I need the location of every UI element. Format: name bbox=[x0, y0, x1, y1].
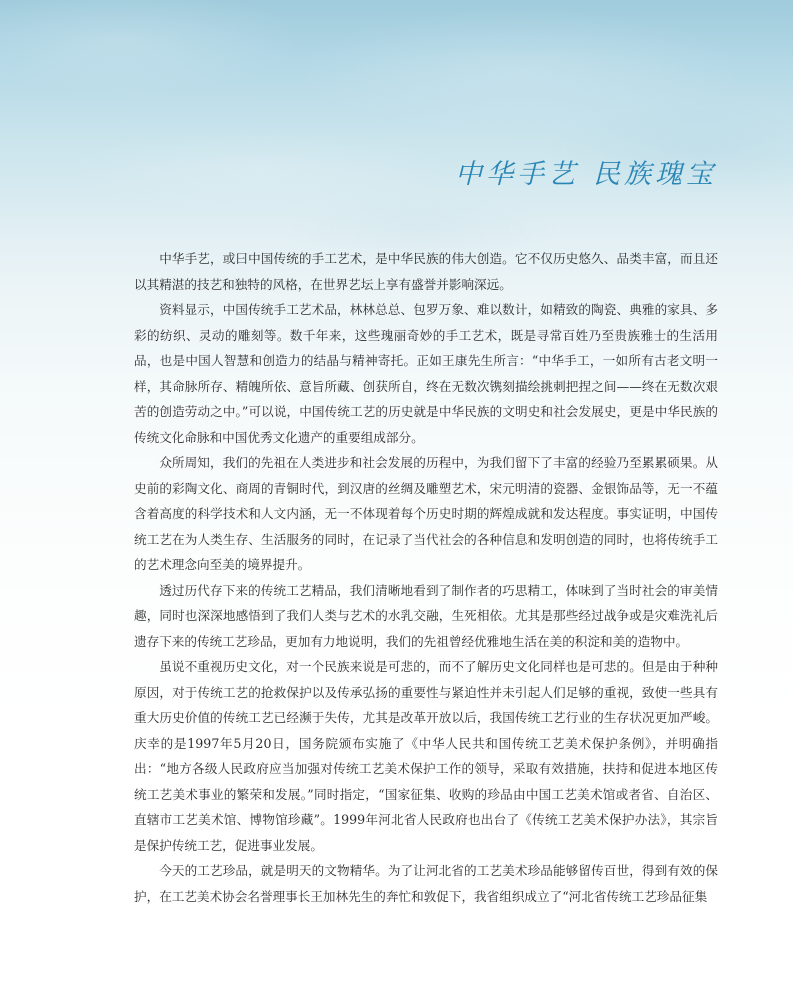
title-part-1: 中华手艺 bbox=[455, 159, 579, 190]
paragraph-4: 透过历代存下来的传统工艺精品，我们清晰地看到了制作者的巧思精工，体味到了当时社会的审美情趣，同时也深深地感悟到了我们人类与艺术的水乳交融，生死相依。尤其是那些经过战争或是灾难洗礼后遗存下来的传统工艺珍品，更加有力地说明，我们的先祖曾经优雅地生活在美的积淀和美的造物中。 bbox=[134, 582, 718, 649]
paragraph-5: 虽说不重视历史文化，对一个民族来说是可悲的，而不了解历史文化同样也是可悲的。但是由于种种原因，对于传统工艺的抢救保护以及传承弘扬的重要性与紧迫性并未引起人们足够的重视，致使一些具有重大历史价值的传统工艺已经濒于失传，尤其是改革开放以后，我国传统工艺行业的生存状况更加严峻。庆幸的是1997年5月20日，国务院颁布实施了《中华人民共和国传统工艺美术保护条例》，并明确指出：“地方各级人民政府应当加强对传统工艺美术保护工作的领导，采取有效措施，扶持和促进本地区传统工艺美术事业的繁荣和发展。”同时指定，“国家征集、收购的珍品由中国工艺美术馆或者省、自治区、直辖市工艺美术馆、博物馆珍藏”。1999年河北省人民政府也出台了《传统工艺美术保护办法》，其宗旨是保护传统工艺，促进事业发展。 bbox=[134, 659, 718, 853]
title-part-2: 民族瑰宝 bbox=[593, 159, 717, 190]
paragraph-3: 众所周知，我们的先祖在人类进步和社会发展的历程中，为我们留下了丰富的经验乃至累累硕果。从史前的彩陶文化、商周的青铜时代，到汉唐的丝绸及雕塑艺术，宋元明清的瓷器、金银饰品等，无一不蕴含着高度的科学技术和人文内涵，无一不体现着每个历史时期的辉煌成就和发达程度。事实证明，中国传统工艺在为人类生存、生活服务的同时，在记录了当代社会的各种信息和发明创造的同时，也将传统手工的艺术理念向至美的境界提升。 bbox=[134, 455, 718, 572]
paragraph-1: 中华手艺，或曰中国传统的手工艺术，是中华民族的伟大创造。它不仅历史悠久、品类丰富，而且还以其精湛的技艺和独特的风格，在世界艺坛上享有盛誉并影响深远。 bbox=[134, 251, 718, 292]
page-title bbox=[455, 152, 717, 191]
paragraph-6: 今天的工艺珍品，就是明天的文物精华。为了让河北省的工艺美术珍品能够留传百世，得到有效的保护，在工艺美术协会名誉理事长王加林先生的奔忙和敦促下，我省组织成立了“河北省传统工艺珍品征集 bbox=[134, 863, 718, 904]
paragraph-2: 资料显示，中国传统手工艺术品，林林总总、包罗万象、难以数计，如精致的陶瓷、典雅的家具、多彩的纺织、灵动的雕刻等。数千年来，这些瑰丽奇妙的手工艺术，既是寻常百姓乃至贵族雅士的生活用品，也是中国人智慧和创造力的结晶与精神寄托。正如王康先生所言：“中华手工，一如所有古老文明一样，其命脉所存、精魄所依、意旨所藏、创获所自，终在无数次镌刻描绘挑刺把捏之间——终在无数次艰苦的创造劳动之中。”可以说，中国传统工艺的历史就是中华民族的文明史和社会发展史，更是中华民族的传统文化命脉和中国优秀文化遗产的重要组成部分。 bbox=[134, 302, 718, 445]
body-text bbox=[134, 246, 718, 909]
